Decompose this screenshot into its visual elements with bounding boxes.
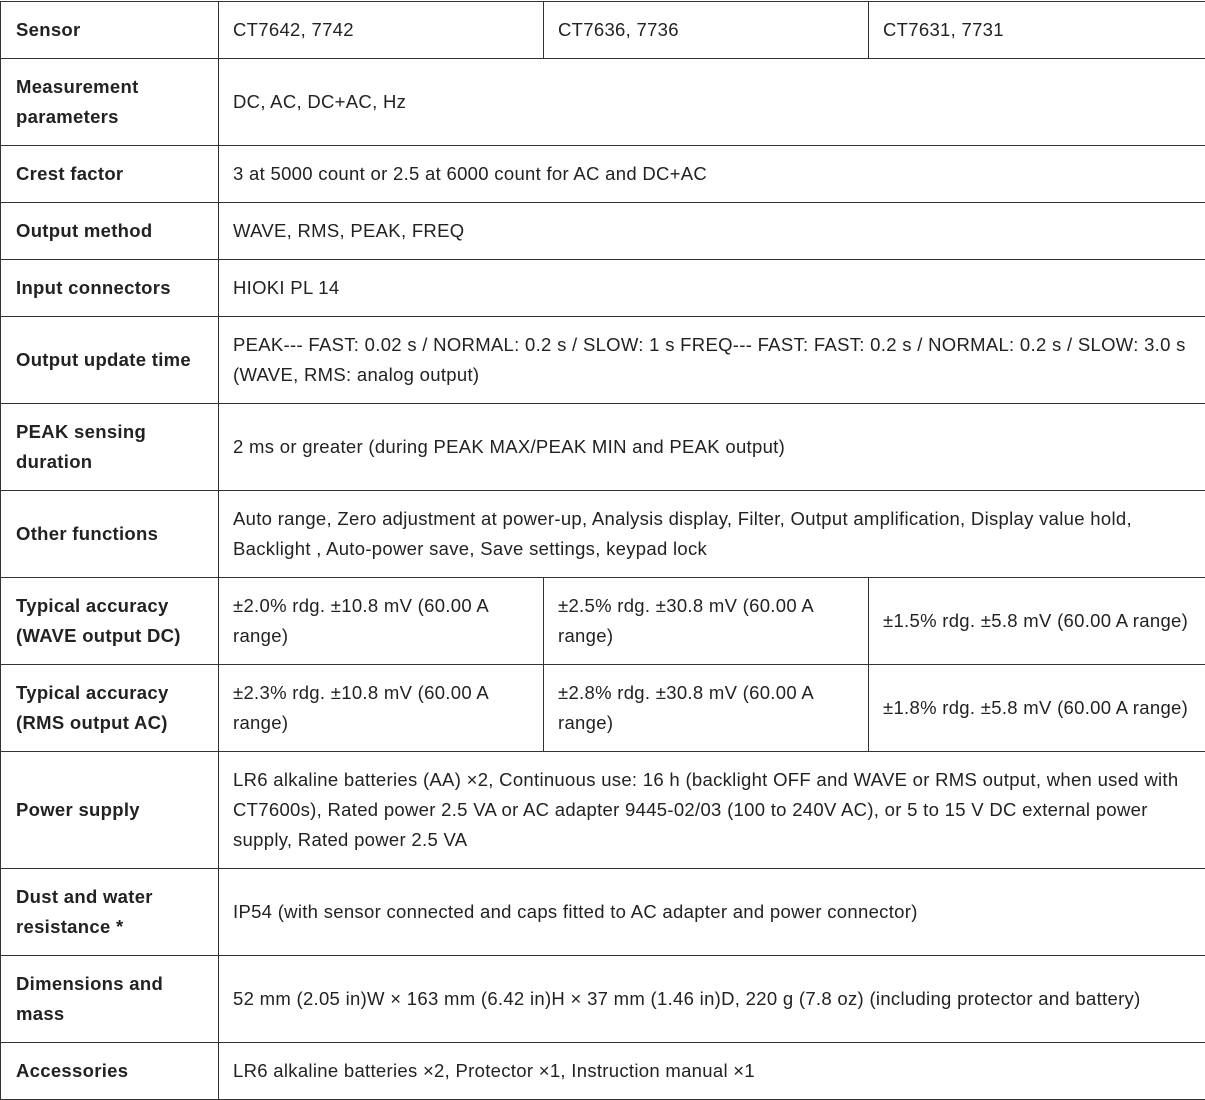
cell-accuracy-wave-1: ±2.0% rdg. ±10.8 mV (60.00 A range) (219, 578, 544, 665)
row-label: PEAK sensing duration (1, 404, 219, 491)
table-row-dimensions-mass (1, 956, 1205, 1043)
cell-sensor-3: CT7631, 7731 (869, 2, 1205, 59)
table-row-output-method (1, 203, 1205, 260)
row-label: Output update time (1, 317, 219, 404)
row-value: WAVE, RMS, PEAK, FREQ (219, 203, 1205, 260)
row-value: LR6 alkaline batteries (AA) ×2, Continuous use: 16 h (backlight OFF and WAVE or RMS output, when used with CT7600s), Rated power 2.5 VA or AC adapter 9445-02/03 (100 to 240V AC), or 5 to 15 V DC external power supply, Rated power 2.5 VA (219, 752, 1205, 869)
row-value: 2 ms or greater (during PEAK MAX/PEAK MIN and PEAK output) (219, 404, 1205, 491)
table-row-typical-accuracy-wave (1, 578, 1205, 665)
row-label: Measurement parameters (1, 59, 219, 146)
row-value: 52 mm (2.05 in)W × 163 mm (6.42 in)H × 37 mm (1.46 in)D, 220 g (7.8 oz) (including protector and battery) (219, 956, 1205, 1043)
row-label: Dust and water resistance * (1, 869, 219, 956)
row-label: Typical accuracy (RMS output AC) (1, 665, 219, 752)
row-value: HIOKI PL 14 (219, 260, 1205, 317)
table-row-input-connectors (1, 260, 1205, 317)
table-row-sensor (1, 2, 1205, 59)
row-value: LR6 alkaline batteries ×2, Protector ×1, Instruction manual ×1 (219, 1043, 1205, 1100)
row-value: IP54 (with sensor connected and caps fitted to AC adapter and power connector) (219, 869, 1205, 956)
table-row-crest-factor (1, 146, 1205, 203)
row-label: Dimensions and mass (1, 956, 219, 1043)
cell-accuracy-wave-2: ±2.5% rdg. ±30.8 mV (60.00 A range) (544, 578, 869, 665)
row-label: Accessories (1, 1043, 219, 1100)
table-row-dust-water-resistance (1, 869, 1205, 956)
cell-sensor-1: CT7642, 7742 (219, 2, 544, 59)
cell-accuracy-rms-2: ±2.8% rdg. ±30.8 mV (60.00 A range) (544, 665, 869, 752)
table-row-other-functions (1, 491, 1205, 578)
table-row-output-update-time (1, 317, 1205, 404)
cell-accuracy-rms-3: ±1.8% rdg. ±5.8 mV (60.00 A range) (869, 665, 1205, 752)
row-label: Power supply (1, 752, 219, 869)
row-value: DC, AC, DC+AC, Hz (219, 59, 1205, 146)
row-value: PEAK--- FAST: 0.02 s / NORMAL: 0.2 s / SLOW: 1 s FREQ--- FAST: FAST: 0.2 s / NORMAL: 0.2 s / SLOW: 3.0 s (WAVE, RMS: analog output) (219, 317, 1205, 404)
row-label: Input connectors (1, 260, 219, 317)
row-label: Typical accuracy (WAVE output DC) (1, 578, 219, 665)
row-value: 3 at 5000 count or 2.5 at 6000 count for AC and DC+AC (219, 146, 1205, 203)
row-label: Sensor (1, 2, 219, 59)
table-row-typical-accuracy-rms (1, 665, 1205, 752)
row-label: Other functions (1, 491, 219, 578)
spec-table (0, 1, 1205, 1100)
row-value: Auto range, Zero adjustment at power-up, Analysis display, Filter, Output amplification, Display value hold, Backlight , Auto-power save, Save settings, keypad lock (219, 491, 1205, 578)
cell-accuracy-rms-1: ±2.3% rdg. ±10.8 mV (60.00 A range) (219, 665, 544, 752)
table-row-power-supply (1, 752, 1205, 869)
row-label: Output method (1, 203, 219, 260)
cell-sensor-2: CT7636, 7736 (544, 2, 869, 59)
table-row-accessories (1, 1043, 1205, 1100)
cell-accuracy-wave-3: ±1.5% rdg. ±5.8 mV (60.00 A range) (869, 578, 1205, 665)
row-label: Crest factor (1, 146, 219, 203)
table-row-measurement-parameters (1, 59, 1205, 146)
table-row-peak-sensing-duration (1, 404, 1205, 491)
